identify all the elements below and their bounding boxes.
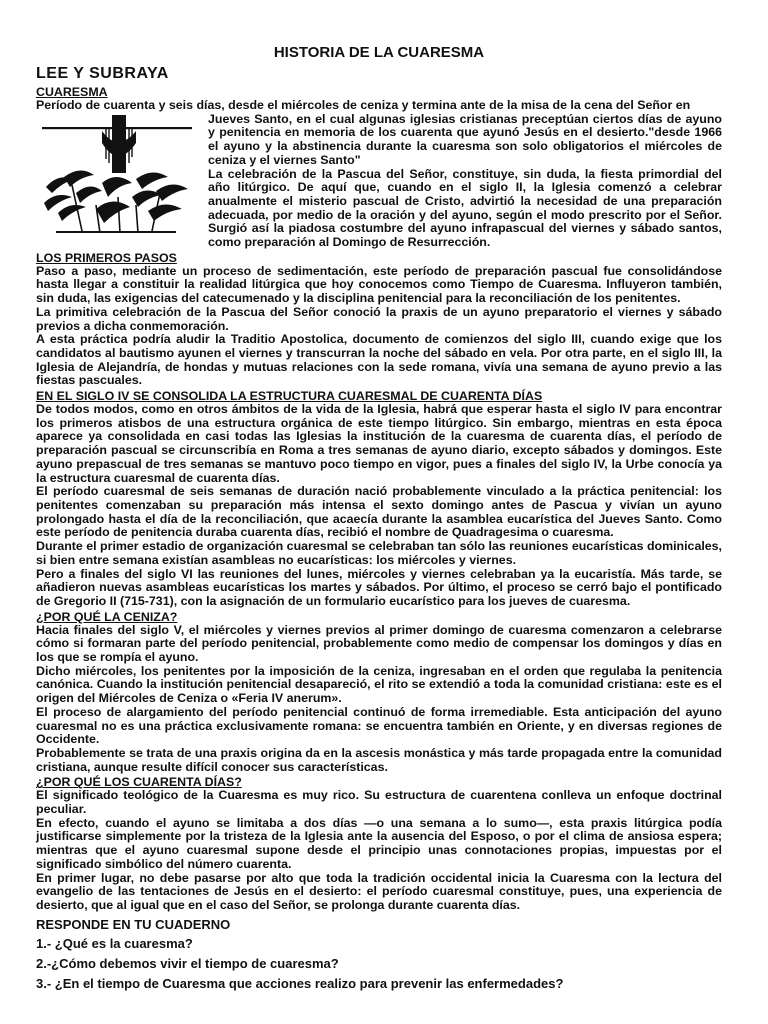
primeros-pasos-paragraph: Paso a paso, mediante un proceso de sedimentación, este período de preparación pascual fue consolidándose hasta llegar a constituir la realidad litúrgica que hoy conocemos como Tiempo de Cuaresma. Influyeron también, sin duda, las exigencias del catecumenado y la disciplina penitencial para la reconciliación de los penitentes. <box>36 263 722 306</box>
instruction-subtitle: LEE Y SUBRAYA <box>36 65 169 82</box>
primeros-pasos-paragraph: La primitiva celebración de la Pascua del Señor conoció la praxis de un ayuno preparatorio el viernes y sábado previos a dicha conmemoración. <box>36 304 722 333</box>
section-heading-cuaresma: CUARESMA <box>36 85 108 99</box>
siglo-iv-paragraph: Durante el primer estadio de organización cuaresmal se celebraban tan sólo las reuniones eucarísticas dominicales, si bien entre semana existían asambleas no eucarísticas: los miércoles y viernes. <box>36 539 722 567</box>
section-heading-ceniza: ¿POR QUÉ LA CENIZA? <box>36 609 178 624</box>
cuarenta-dias-paragraph: El significado teológico de la Cuaresma es muy rico. Su estructura de cuarentena conlleva un enfoque doctrinal peculiar. <box>36 788 722 817</box>
section-heading-primeros-pasos: LOS PRIMEROS PASOS <box>36 250 177 265</box>
cross-and-palms-icon <box>36 113 198 237</box>
siglo-iv-paragraph: De todos modos, como en otros ámbitos de la vida de la Iglesia, habrá que esperar hasta el siglo IV para encontrar los primeros atisbos de una estructura orgánica de este tiempo litúrgico. Sin embargo, mientras en esta época aparece ya consolidada en casi todas las Iglesias la institución de la cuaresma de cuarenta días, el período de preparación pascual se circunscribía en Roma a tres semanas de ayuno diario, excepto sábados y domingos. Este ayuno prepascual de tres semanas se mantuvo poco tiempo en vigor, pues a finales del siglo IV, la Urbe conocía ya la estructura cuaresmal de cuarenta días. <box>36 402 722 485</box>
questions-title: RESPONDE EN TU CUADERNO <box>36 916 231 932</box>
siglo-iv-paragraph: El período cuaresmal de seis semanas de duración nació probablemente vinculado a la práctica penitencial: los penitentes comenzaban su preparación más intensa el sexto domingo antes de Pascua y vivían un ayuno prolongado hasta el día de la reconciliación, que acaecía durante la asamblea eucarística del Jueves Santo. Como este período de penitencia duraba cuarenta días, recibió el nombre de Quadragesima o cuaresma. <box>36 484 722 540</box>
question-item: 1.- ¿Qué es la cuaresma? <box>36 935 193 951</box>
question-item: 3.- ¿En el tiempo de Cuaresma que acciones realizo para prevenir las enfermedades? <box>36 975 564 991</box>
cuaresma-intro: Período de cuarenta y seis días, desde el miércoles de ceniza y termina ante de la misa de la cena del Señor en <box>36 98 691 112</box>
document-title: HISTORIA DE LA CUARESMA <box>273 44 485 61</box>
question-item: 2.-¿Cómo debemos vivir el tiempo de cuaresma? <box>36 955 339 971</box>
section-heading-siglo-iv: EN EL SIGLO IV SE CONSOLIDA LA ESTRUCTURA CUARESMAL DE CUARENTA DÍAS <box>36 389 543 404</box>
cuaresma-paragraph-1: Jueves Santo, en el cual algunas iglesias cristianas preceptúan ciertos días de ayuno y penitencia en memoria de los cuarenta que ayunó Jesús en el desierto."desde 1966 el ayuno y la abstinencia durante la cuaresma son solo obligatorios el miércoles de ceniza y el viernes Santo" <box>208 111 722 167</box>
ceniza-paragraph: El proceso de alargamiento del período penitencial continuó de forma irremediable. Esta anticipación del ayuno cuaresmal no es una práctica exclusivamente romana: se encuentra también en Oriente, y en diversas regiones de Occidente. <box>36 704 722 747</box>
ceniza-paragraph: Hacia finales del siglo V, el miércoles y viernes previos al primer domingo de cuaresma comenzaron a celebrarse cómo si formaran parte del período penitencial, probablemente como medio de compensar los domingos y días en los que se rompía el ayuno. <box>36 622 722 665</box>
ceniza-paragraph: Probablemente se trata de una praxis origina da en la ascesis monástica y más tarde propagada entre la comunidad cristiana, aunque resulte difícil conocer sus características. <box>36 745 722 774</box>
section-heading-cuarenta-dias: ¿POR QUÉ LOS CUARENTA DÍAS? <box>36 775 242 790</box>
siglo-iv-paragraph: Pero a finales del siglo VI las reuniones del lunes, miércoles y viernes celebraban ya la eucaristía. Más tarde, se añadieron nuevas asambleas eucarísticas los martes y sábados. Por último, el proceso se cerró bajo el pontificado de Gregorio II (715-731), con la asignación de un formulario eucarístico para los jueves de cuaresma. <box>36 566 722 608</box>
cuaresma-wrapped-text <box>36 113 722 250</box>
cuarenta-dias-paragraph: En primer lugar, no debe pasarse por alto que toda la tradición occidental inicia la Cuaresma con la lectura del evangelio de las tentaciones de Jesús en el desierto: el período cuaresmal constituye, pues, una experiencia de desierto, que al igual que en el caso del Señor, se prolonga durante cuarenta días. <box>36 870 722 912</box>
cuarenta-dias-paragraph: En efecto, cuando el ayuno se limitaba a dos días —o una semana a lo sumo—, esta praxis litúrgica podía justificarse simplemente por la tristeza de la Iglesia ante la ausencia del Esposo, o por el clima de ansiosa espera; mientras que el ayuno cuaresmal supone desde el principio unas connotaciones propias, impuestas por el significado simbólico del número cuarenta. <box>36 815 722 871</box>
cuaresma-paragraph-2: La celebración de la Pascua del Señor, constituye, sin duda, la fiesta primordial del año litúrgico. De aquí que, cuando en el siglo II, la Iglesia comenzó a celebrar anualmente el misterio pascual de Cristo, advirtió la necesidad de una preparación adecuada, por medio de la oración y del ayuno, según el modo prescrito por el Señor. Surgió así la piadosa costumbre del ayuno infrapascual del viernes y sábado santos, como preparación al Domingo de Resurrección. <box>208 166 722 250</box>
ceniza-paragraph: Dicho miércoles, los penitentes por la imposición de la ceniza, ingresaban en el orden que regulaba la penitencia canónica. Cuando la institución penitencial desapareció, el rito se extendió a toda la comunidad cristiana: este es el origen del Miércoles de Ceniza o «Feria IV anerum». <box>36 663 722 706</box>
primeros-pasos-paragraph: A esta práctica podría aludir la Traditio Apostolica, documento de comienzos del siglo III, cuando exige que los candidatos al bautismo ayunen el viernes y transcurran la noche del sábado en vela. Por otra parte, en el siglo III, la Iglesia de Alejandría, de hondas y mutuas relaciones con la sede romana, vivía una semana de ayuno previo a las fiestas pascuales. <box>36 332 722 388</box>
